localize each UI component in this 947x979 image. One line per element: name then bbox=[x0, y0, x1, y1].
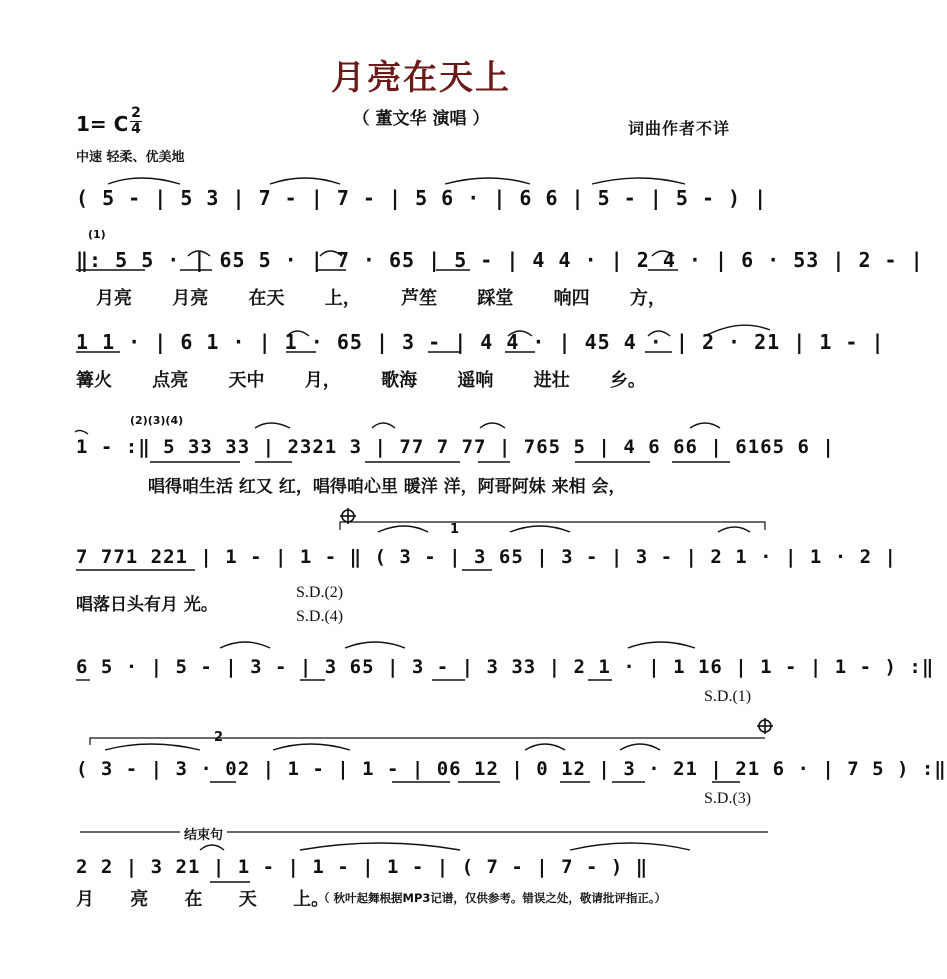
lyric-line-4: 唱得咱生活 红又 红，唱得咱心里 暖洋 洋，阿哥阿妹 来相 会， bbox=[148, 477, 626, 497]
key-signature: 1= C bbox=[76, 112, 129, 136]
score-line-8: 2 2 | 3 21 | 1 - | 1 - | 1 - | ( 7 - | 7 - ) ‖ bbox=[76, 856, 649, 878]
ending-label: 结束句 bbox=[180, 824, 227, 843]
sd-mark-3: S.D.(3) bbox=[704, 790, 752, 807]
time-signature-bottom: 4 bbox=[131, 121, 141, 137]
volta-2-label: 2 bbox=[214, 730, 224, 745]
lyric-line-3: 篝火 点亮 天中 月， 歌海 遥响 进壮 乡。 bbox=[76, 370, 646, 391]
transcriber-note: （ 秋叶起舞根据MP3记谱，仅供参考。错误之处，敬请批评指正。） bbox=[318, 891, 667, 905]
score-line-6: 6 5 · | 5 - | 3 - | 3 65 | 3 - | 3 33 | 2 1 · | 1 16 | 1 - | 1 - ) :‖ bbox=[76, 656, 935, 678]
tempo-marking: 中速 轻柔、优美地 bbox=[76, 150, 185, 165]
lyric-line-5: 唱落日头有月 光。 bbox=[76, 595, 218, 615]
score-line-1: ( 5 - | 5 3 | 7 - | 7 - | 5 6 · | 6 6 | 5 - | 5 - ) | bbox=[76, 186, 768, 210]
score-line-7: ( 3 - | 3 · 02 | 1 - | 1 - | 06 12 | 0 12 | 3 · 21 | 21 6 · | 7 5 ) :‖ bbox=[76, 758, 947, 780]
sd-mark-2: S.D.(2) bbox=[296, 584, 344, 601]
lyric-line-2: 月亮 月亮 在天 上， 芦笙 踩堂 响四 方， bbox=[96, 288, 666, 309]
score-line-4: 1 - :‖ 5 33 33 | 2321 3 | 77 7 77 | 765 5 | 4 6 66 | 6165 6 | bbox=[76, 436, 835, 458]
singer-credit: （ 董文华 演唱 ） bbox=[352, 109, 490, 129]
composer-credit: 词曲作者不详 bbox=[628, 119, 731, 138]
segno-mark-2: (2)(3)(4) bbox=[130, 414, 184, 427]
volta-1-label: 1 bbox=[450, 522, 460, 537]
sd-mark-4: S.D.(4) bbox=[296, 608, 344, 625]
sd-mark-1: S.D.(1) bbox=[704, 688, 752, 705]
lyric-line-8: 月 亮 在 天 上。 bbox=[76, 889, 330, 910]
time-signature-top: 2 bbox=[131, 105, 141, 121]
song-title: 月亮在天上 bbox=[331, 58, 511, 98]
score-line-5: 7 771 221 | 1 - | 1 - ‖ ( 3 - | 3 65 | 3 - | 3 - | 2 1 · | 1 · 2 | bbox=[76, 546, 897, 568]
segno-mark-1: (1) bbox=[88, 228, 106, 241]
score-line-3: 1 1 · | 6 1 · | 1 · 65 | 3 - | 4 4 · | 45 4 · | 2 · 21 | 1 - | bbox=[76, 330, 885, 354]
score-line-2: ‖: 5 5 · | 65 5 · | 7 · 65 | 5 - | 4 4 · | 2 4 · | 6 · 53 | 2 - | bbox=[76, 248, 924, 272]
